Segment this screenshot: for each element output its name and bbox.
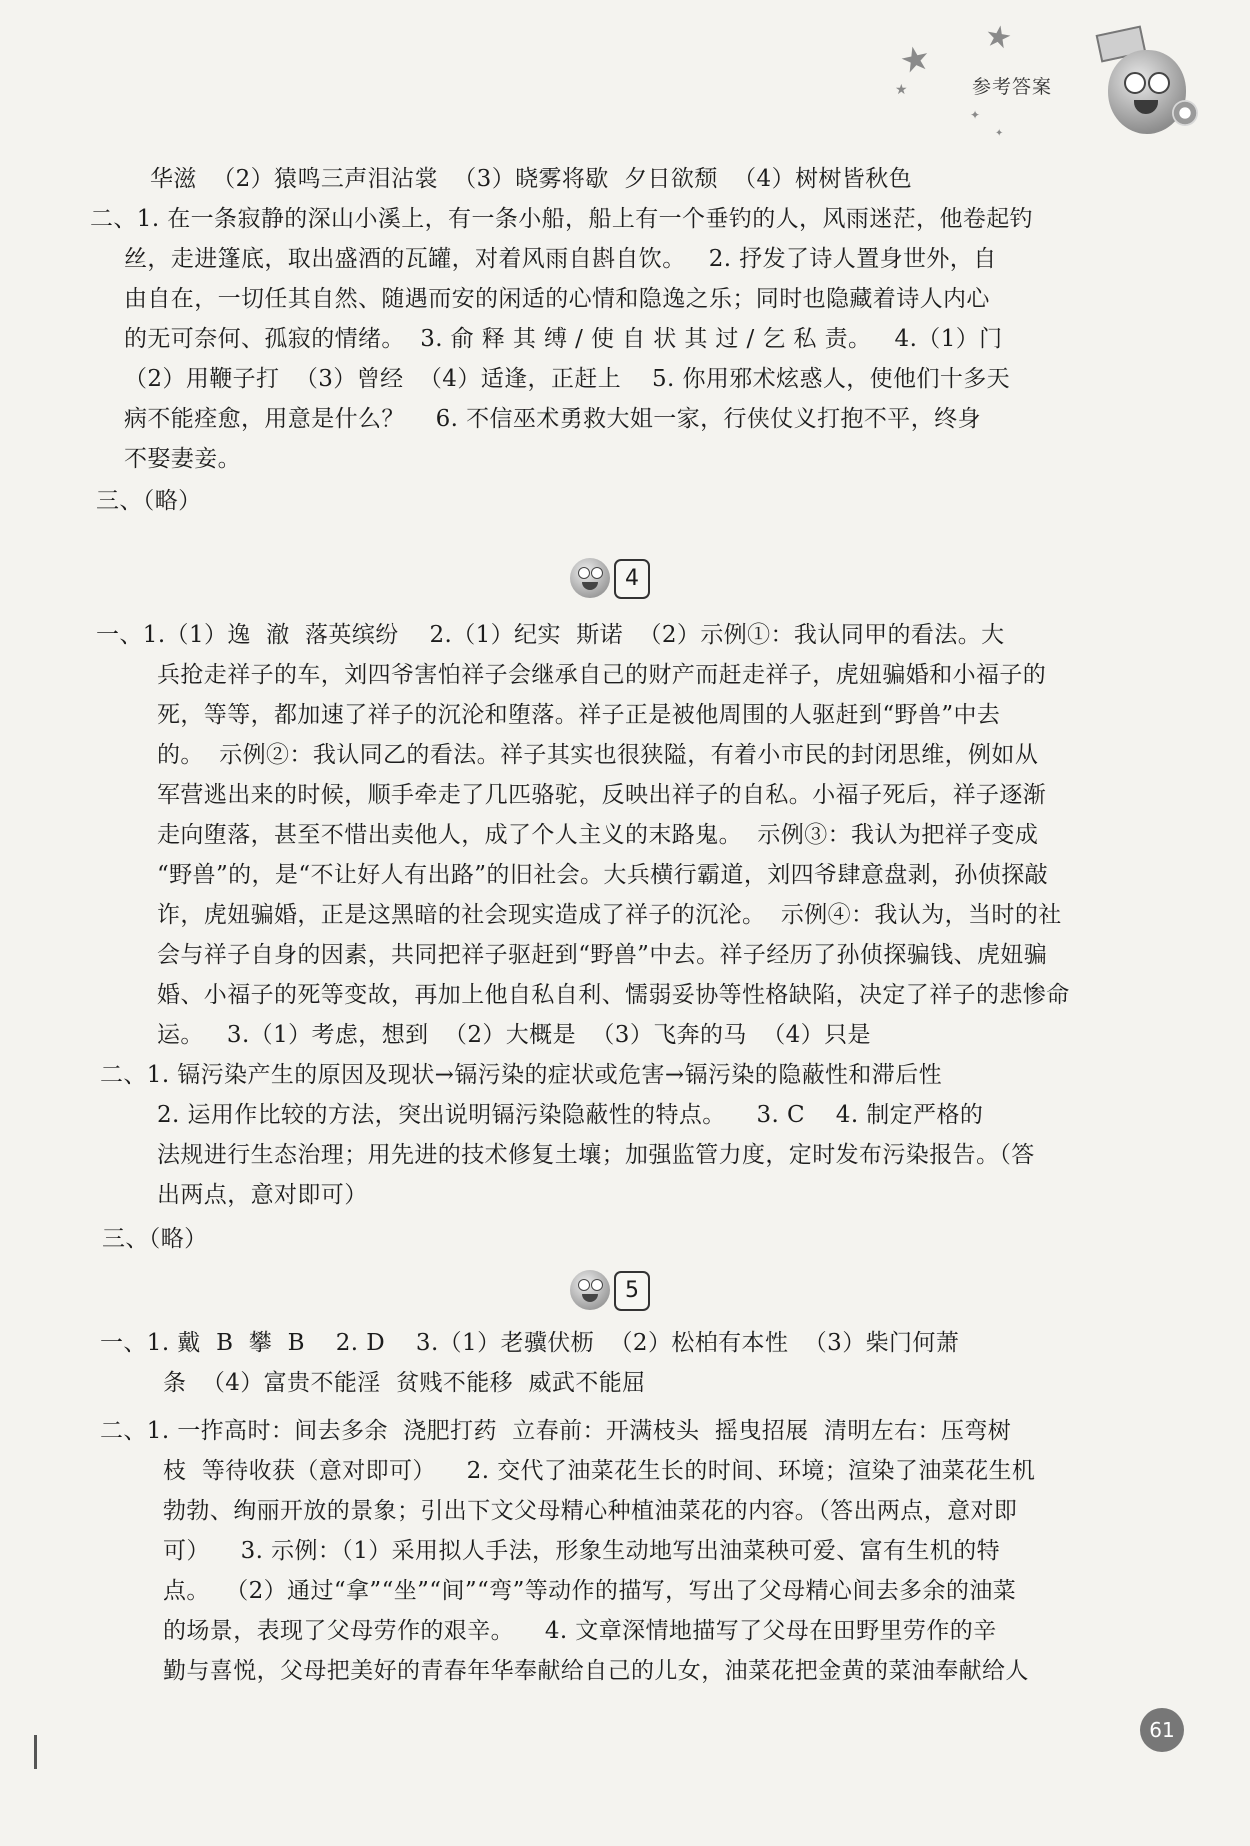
text-line: 出两点，意对即可） (157, 1182, 368, 1208)
sparkle-icon: ✦ (970, 108, 981, 122)
text-line: 一、1.（1）逸 澈 落英缤纷 2.（1）纪实 斯诺 （2）示例①：我认同甲的看法。大 (96, 622, 1005, 648)
text-line: 华滋 （2）猿鸣三声泪沾裳 （3）晓雾将歇 夕日欲颓 （4）树树皆秋色 (150, 166, 912, 192)
text-line: 勤与喜悦，父母把美好的青春年华奉献给自己的儿女，油菜花把金黄的菜油奉献给人 (163, 1658, 1029, 1684)
text-line: 三、（略） (102, 1226, 208, 1252)
smiley-mascot-icon (570, 558, 610, 598)
text-line: 病不能痊愈，用意是什么？ 6. 不信巫术勇救大姐一家，行侠仗义打抱不平，终身 (124, 406, 981, 432)
text-line: 婚、小福子的死等变故，再加上他自私自利、懦弱妥协等性格缺陷，决定了祥子的悲惨命 (157, 982, 1070, 1008)
text-line: 条 （4）富贵不能淫 贫贱不能移 威武不能屈 (163, 1370, 646, 1396)
text-line: 诈，虎妞骗婚，正是这黑暗的社会现实造成了祥子的沉沦。 示例④：我认为，当时的社 (157, 902, 1062, 928)
text-line: 勃勃、绚丽开放的景象；引出下文父母精心种植油菜花的内容。（答出两点，意对即 (163, 1498, 1018, 1524)
text-line: 二、1. 一拃高时：间去多余 浇肥打药 立春前：开满枝头 摇曳招展 清明左右：压弯树 (100, 1418, 1012, 1444)
smiley-mascot-icon (570, 1270, 610, 1310)
section-number: 5 (614, 1271, 650, 1311)
text-line: 的无可奈何、孤寂的情绪。 3. 俞 释 其 缚 / 使 自 状 其 过 / 乞 私 责。 4.（1）门 (124, 326, 1003, 352)
text-line: 2. 运用作比较的方法，突出说明镉污染隐蔽性的特点。 3. C 4. 制定严格的 (157, 1102, 984, 1128)
text-line: 一、1. 戴 B 攀 B 2. D 3.（1）老骥伏枥 （2）松柏有本性 （3）柴门何萧 (100, 1330, 960, 1356)
text-line: “野兽”的，是“不让好人有出路”的旧社会。大兵横行霸道，刘四爷肆意盘剥，孙侦探敲 (157, 862, 1049, 888)
text-line: 走向堕落，甚至不惜出卖他人，成了个人主义的末路鬼。 示例③：我认为把祥子变成 (157, 822, 1039, 848)
text-line: 军营逃出来的时候，顺手牵走了几匹骆驼，反映出祥子的自私。小福子死后，祥子逐渐 (157, 782, 1047, 808)
text-line: 法规进行生态治理；用先进的技术修复土壤；加强监管力度，定时发布污染报告。（答 (157, 1142, 1035, 1168)
star-icon: ★ (982, 17, 1015, 58)
scan-edge-mark (34, 1735, 37, 1769)
text-line: 死，等等，都加速了祥子的沉沦和堕落。祥子正是被他周围的人驱赶到“野兽”中去 (157, 702, 1001, 728)
text-line: 二、1. 镉污染产生的原因及现状→镉污染的症状或危害→镉污染的隐蔽性和滞后性 (100, 1062, 942, 1088)
header-title: 参考答案 (972, 76, 1053, 98)
text-line: （2）用鞭子打 （3）曾经 （4）适逢，正赶上 5. 你用邪术炫惑人，使他们十多天 (124, 366, 1011, 392)
section-number: 4 (614, 559, 650, 599)
star-icon: ★ (896, 37, 935, 83)
text-line: 运。 3.（1）考虑，想到 （2）大概是 （3）飞奔的马 （4）只是 (157, 1022, 871, 1048)
text-line: 枝 等待收获（意对即可） 2. 交代了油菜花生长的时间、环境；渲染了油菜花生机 (163, 1458, 1036, 1484)
text-line: 可） 3. 示例：（1）采用拟人手法，形象生动地写出油菜秧可爱、富有生机的特 (163, 1538, 1001, 1564)
sparkle-icon: ✦ (995, 128, 1004, 139)
text-line: 会与祥子自身的因素，共同把祥子驱赶到“野兽”中去。祥子经历了孙侦探骗钱、虎妞骗 (157, 942, 1048, 968)
text-line: 不娶妻妾。 (124, 446, 241, 472)
page-number: 61 (1140, 1708, 1184, 1752)
text-line: 三、（略） (96, 488, 202, 514)
flower-icon (1172, 100, 1198, 126)
text-line: 二、1. 在一条寂静的深山小溪上，有一条小船，船上有一个垂钓的人，风雨迷茫，他卷起钓 (90, 206, 1034, 232)
text-line: 兵抢走祥子的车，刘四爷害怕祥子会继承自己的财产而赶走祥子，虎妞骗婚和小福子的 (157, 662, 1047, 688)
text-line: 丝，走进篷底，取出盛酒的瓦罐，对着风雨自斟自饮。 2. 抒发了诗人置身世外，自 (124, 246, 997, 272)
text-line: 点。 （2）通过“拿”“坐”“间”“弯”等动作的描写，写出了父母精心间去多余的油菜 (163, 1578, 1017, 1604)
star-icon: ★ (895, 82, 908, 98)
text-line: 的。 示例②：我认同乙的看法。祥子其实也很狭隘，有着小市民的封闭思维，例如从 (157, 742, 1039, 768)
text-line: 由自在，一切任其自然、随遇而安的闲适的心情和隐逸之乐；同时也隐藏着诗人内心 (124, 286, 990, 312)
text-line: 的场景，表现了父母劳作的艰辛。 4. 文章深情地描写了父母在田野里劳作的辛 (163, 1618, 997, 1644)
